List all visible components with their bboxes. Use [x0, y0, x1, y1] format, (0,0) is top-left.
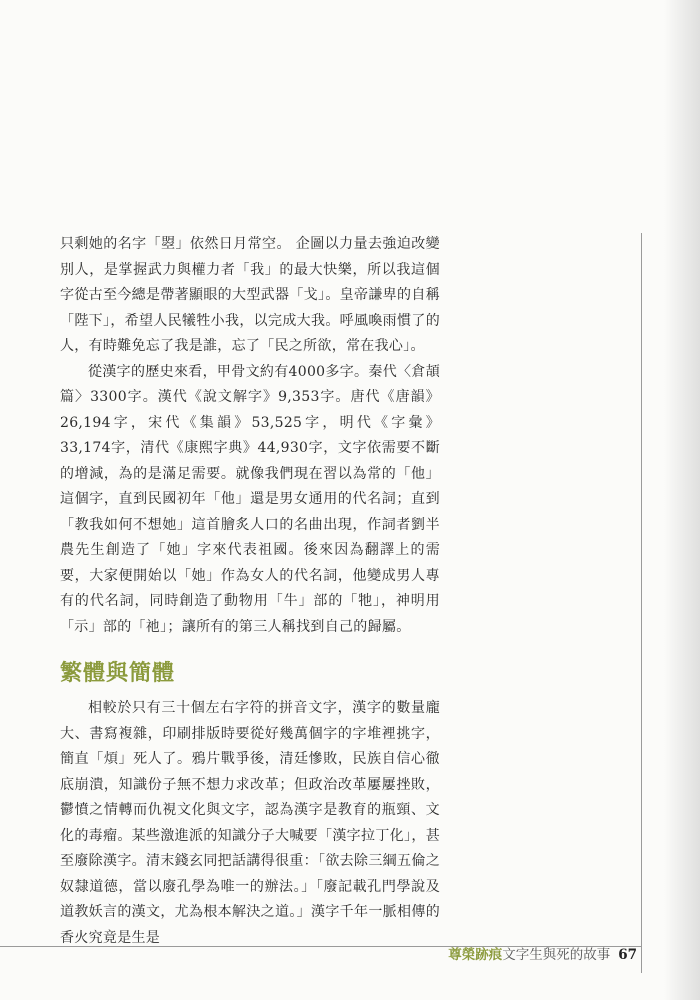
page-number: 67	[618, 947, 637, 963]
paragraph: 從漢字的歷史來看，甲骨文約有4000多字。秦代〈倉頡篇〉3300字。漢代《說文解字》9,353字。唐代《唐韻》26,194字，宋代《集韻》53,525字，明代《字彙》33,174字，清代《康熙字典》44,930字，文字依需要不斷的增減，為的是滿足需要。就像我們現在習以為常的「他」這個字，直到民國初年「他」還是男女通用的代名詞；直到「教我如何不想她」這首膾炙人口的名曲出現，作詞者劉半農先生創造了「她」字來代表祖國。後來因為翻譯上的需要，大家便開始以「她」作為女人的代名詞，他變成男人專有的代名詞，同時創造了動物用「牛」部的「牠」，神明用「示」部的「祂」；讓所有的第三人稱找到自己的歸屬。	[60, 363, 440, 635]
body-text	[60, 232, 440, 951]
paragraph: 相較於只有三十個左右字符的拼音文字，漢字的數量龐大、書寫複雜，印刷排版時要從好幾萬個字的字堆裡挑字，簡直「煩」死人了。鴉片戰爭後，清廷慘敗，民族自信心徹底崩潰，知識份子無不想力求改革；但政治改革屢屢挫敗，鬱憤之情轉而仇視文化與文字，認為漢字是教育的瓶頸、文化的毒瘤。某些激進派的知識分子大喊要「漢字拉丁化」，甚至廢除漢字。清末錢玄同把話講得很重：「欲去除三綱五倫之奴隸道德，當以廢孔學為唯一的辦法。」「廢記載孔門學說及道教妖言的漢文，尤為根本解決之道。」漢字千年一脈相傳的香火究竟是生是	[60, 700, 440, 946]
margin-rule	[641, 233, 642, 973]
footer-book-title: 文字生與死的故事	[502, 947, 611, 963]
section-heading: 繁體與簡體	[60, 660, 176, 686]
page-footer	[448, 946, 637, 964]
spine-shadow	[664, 0, 700, 1000]
footer-series-title: 尊榮跡痕	[448, 947, 503, 963]
paragraph: 只剩她的名字「曌」依然日月常空。 企圖以力量去強迫改變別人，是掌握武力與權力者「我」的最大快樂，所以我這個字從古至今總是帶著顯眼的大型武器「戈」。皇帝謙卑的自稱「陛下」，希望人民犧牲小我，以完成大我。呼風喚雨慣了的人，有時難免忘了我是誰，忘了「民之所欲，常在我心」。	[60, 236, 440, 354]
